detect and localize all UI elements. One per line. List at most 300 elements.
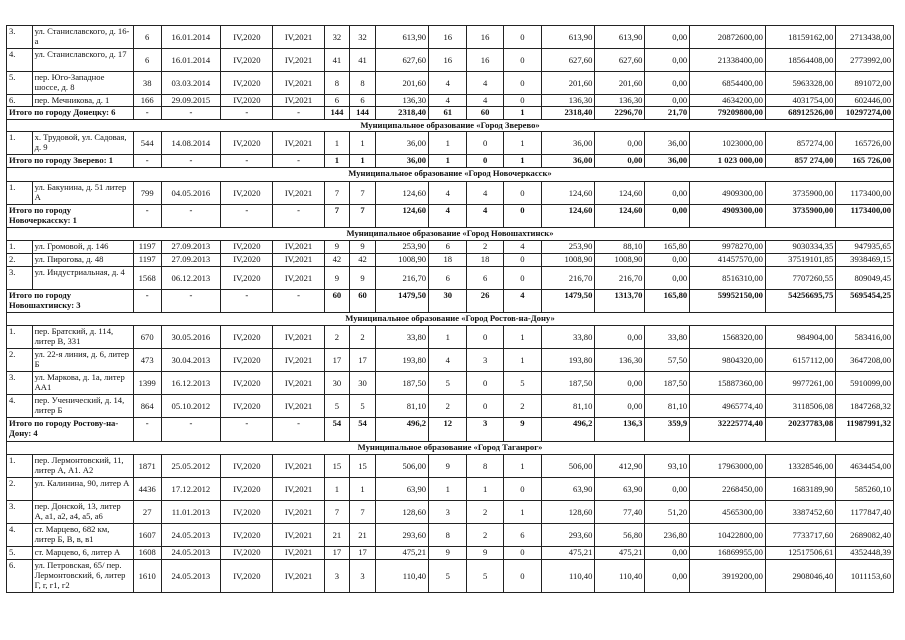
total-cell: 144 [350,107,376,120]
table-cell: 2689082,40 [836,524,894,547]
table-cell: 201,60 [375,72,428,95]
table-cell: 1 [503,501,541,524]
table-cell: 3938469,15 [836,254,894,267]
total-cell: 36,00 [375,155,428,168]
table-cell: IV,2020 [221,241,273,254]
table-cell: 5 [324,395,350,418]
table-cell: 4 [467,182,503,205]
table-row [7,372,894,395]
table-cell: 13328546,00 [765,455,835,478]
table-cell: 9 [429,455,467,478]
table-cell: 5 [467,560,503,593]
table-cell: 857274,00 [765,132,835,155]
table-cell: IV,2021 [273,26,324,49]
table-cell: 63,90 [542,478,595,501]
table-cell: 193,80 [542,349,595,372]
table-cell: 7 [350,182,376,205]
total-label: Итого по городу Новошахтинску: 3 [7,290,134,313]
table-cell: 613,90 [542,26,595,49]
row-number: 2. [7,254,33,267]
table-cell: 8 [467,455,503,478]
total-cell: - [133,418,161,442]
table-cell: 670 [133,326,161,349]
table-cell: 2713438,00 [836,26,894,49]
table-cell: 0 [503,547,541,560]
table-cell: 20872600,00 [690,26,766,49]
table-cell: IV,2020 [221,455,273,478]
total-cell: - [273,418,324,442]
table-cell: 613,90 [595,26,645,49]
total-cell: - [273,107,324,120]
table-row [7,241,894,254]
total-cell: 1479,50 [542,290,595,313]
table-cell: 0 [503,254,541,267]
table-cell: 2 [350,326,376,349]
table-cell: 6157112,00 [765,349,835,372]
total-cell: - [273,290,324,313]
total-label: Итого по городу Ростову-на-Дону: 4 [7,418,134,442]
table-cell: 1173400,00 [836,182,894,205]
table-cell: 6 [503,524,541,547]
table-cell: 1011153,60 [836,560,894,593]
total-cell: 68912526,00 [765,107,835,120]
total-cell: 7 [350,205,376,228]
table-cell: 4 [503,241,541,254]
total-cell: 1 [429,155,467,168]
table-cell: 15887360,00 [690,372,766,395]
table-cell: 16869955,00 [690,547,766,560]
total-cell: - [133,155,161,168]
table-cell: 5963328,00 [765,72,835,95]
table-cell: 42 [324,254,350,267]
table-cell: 2 [324,326,350,349]
table-cell: 1 [350,478,376,501]
address-cell: ул. Громовой, д. 146 [32,241,133,254]
table-cell: 2908046,40 [765,560,835,593]
table-cell: 1 [503,455,541,478]
table-row [7,267,894,290]
table-cell: 5 [429,372,467,395]
table-cell: 1 [429,478,467,501]
table-cell: 124,60 [595,182,645,205]
municipality-header-row [7,228,894,241]
table-cell: 6 [429,241,467,254]
total-cell: 60 [467,107,503,120]
table-cell: 06.12.2013 [161,267,221,290]
total-cell: 4 [429,205,467,228]
table-cell: 216,70 [542,267,595,290]
table-cell: 1610 [133,560,161,593]
table-cell: 4 [429,95,467,107]
total-cell: 60 [324,290,350,313]
total-cell: 79209800,00 [690,107,766,120]
table-cell: IV,2021 [273,478,324,501]
table-cell: 1568 [133,267,161,290]
table-cell: 0 [467,132,503,155]
table-cell: 187,50 [375,372,428,395]
table-cell: 0,00 [595,326,645,349]
table-cell: 0 [467,395,503,418]
table-cell: 41 [324,49,350,72]
table-cell: 33,80 [375,326,428,349]
table-cell: 4 [467,72,503,95]
table-cell: 4965774,40 [690,395,766,418]
table-cell: 4 [429,182,467,205]
table-cell: 201,60 [595,72,645,95]
address-cell: ул. Петровская, 65/ пер. Лермонтовский, 6, литер Г, г, г1, г2 [32,560,133,593]
table-cell: 18 [467,254,503,267]
table-cell: 2773992,00 [836,49,894,72]
table-cell: 2 [503,395,541,418]
table-cell: IV,2020 [221,267,273,290]
row-number: 3. [7,372,33,395]
table-cell: 1177847,40 [836,501,894,524]
table-cell: 57,50 [645,349,690,372]
table-cell: 1197 [133,241,161,254]
total-cell: 165,80 [645,290,690,313]
table-cell: 2 [467,501,503,524]
total-cell: 496,2 [542,418,595,442]
table-cell: 1008,90 [375,254,428,267]
table-row [7,26,894,49]
row-number: 4. [7,524,33,547]
table-cell: 0 [503,95,541,107]
table-row [7,49,894,72]
municipality-title: Муниципальное образование «Город Новошахтинск» [7,228,894,241]
table-cell: 506,00 [542,455,595,478]
row-number: 1. [7,182,33,205]
table-cell: 9 [350,267,376,290]
table-cell: 16.12.2013 [161,372,221,395]
total-label: Итого по городу Донецку: 6 [7,107,134,120]
table-cell: 136,30 [595,349,645,372]
table-cell: 17 [350,547,376,560]
address-cell: ул. Станиславского, д. 16-а [32,26,133,49]
table-cell: 1 [324,478,350,501]
table-cell: 27 [133,501,161,524]
total-cell: 7 [324,205,350,228]
municipality-title: Муниципальное образование «Город Таганрог» [7,442,894,455]
table-cell: 56,80 [595,524,645,547]
table-cell: 166 [133,95,161,107]
table-cell: 1 [350,132,376,155]
address-cell: ул. Калинина, 90, литер А [32,478,133,501]
table-cell: IV,2021 [273,547,324,560]
table-cell: 136,30 [542,95,595,107]
table-cell: 799 [133,182,161,205]
table-cell: IV,2020 [221,395,273,418]
table-cell: 4 [429,349,467,372]
total-cell: 857 274,00 [765,155,835,168]
table-row [7,72,894,95]
table-cell: 475,21 [595,547,645,560]
table-cell: 602446,00 [836,95,894,107]
table-cell: 0,00 [645,560,690,593]
table-cell: 16 [467,49,503,72]
table-cell: 583416,00 [836,326,894,349]
table-cell: 16 [467,26,503,49]
table-cell: 253,90 [542,241,595,254]
table-cell: 63,90 [595,478,645,501]
table-cell: 9804320,00 [690,349,766,372]
table-cell: IV,2020 [221,26,273,49]
table-cell: 33,80 [645,326,690,349]
table-cell: 585260,10 [836,478,894,501]
table-cell: 9 [324,241,350,254]
table-cell: 63,90 [375,478,428,501]
table-cell: 9 [324,267,350,290]
table-cell: 7707260,55 [765,267,835,290]
table-cell: 7 [324,501,350,524]
table-cell: 0 [467,326,503,349]
table-cell: 24.05.2013 [161,547,221,560]
table-cell: IV,2020 [221,72,273,95]
table-cell: 16 [429,49,467,72]
table-row [7,395,894,418]
table-cell: IV,2021 [273,182,324,205]
table-cell: IV,2021 [273,49,324,72]
table-cell: IV,2020 [221,326,273,349]
table-cell: IV,2020 [221,254,273,267]
table-cell: IV,2021 [273,455,324,478]
total-cell: 3 [467,418,503,442]
table-cell: IV,2020 [221,560,273,593]
total-cell: - [221,290,273,313]
table-cell: 124,60 [375,182,428,205]
table-cell: 88,10 [595,241,645,254]
table-cell: 0,00 [645,182,690,205]
table-cell: 1608 [133,547,161,560]
table-cell: 8516310,00 [690,267,766,290]
table-row [7,455,894,478]
total-cell: 1 [503,155,541,168]
table-cell: IV,2021 [273,132,324,155]
table-cell: 3735900,00 [765,182,835,205]
table-cell: 0,00 [645,72,690,95]
total-cell: - [221,205,273,228]
table-cell: 21338400,00 [690,49,766,72]
table-cell: 16.01.2014 [161,49,221,72]
total-cell: - [161,107,221,120]
row-number: 6. [7,560,33,593]
table-cell: 293,60 [375,524,428,547]
total-cell: 124,60 [375,205,428,228]
table-cell: 1871 [133,455,161,478]
table-cell: 6 [467,267,503,290]
table-cell: 0,00 [645,26,690,49]
table-cell: 864 [133,395,161,418]
table-cell: 4909300,00 [690,182,766,205]
table-row [7,524,894,547]
table-cell: 0,00 [645,267,690,290]
table-cell: 0 [503,72,541,95]
table-cell: 27.09.2013 [161,241,221,254]
table-row [7,254,894,267]
address-cell: ул. Станиславского, д. 17 [32,49,133,72]
table-cell: 36,00 [375,132,428,155]
table-cell: IV,2020 [221,49,273,72]
table-cell: 4634454,00 [836,455,894,478]
total-cell: 0 [503,205,541,228]
row-number: 5. [7,547,33,560]
table-cell: 3 [324,560,350,593]
table-cell: 1 [429,132,467,155]
table-cell: 473 [133,349,161,372]
table-cell: 4031754,00 [765,95,835,107]
table-cell: 8 [429,524,467,547]
table-cell: 613,90 [375,26,428,49]
row-number: 1. [7,241,33,254]
table-cell: 21 [324,524,350,547]
table-cell: 8 [350,72,376,95]
table-cell: 475,21 [375,547,428,560]
total-cell: - [161,205,221,228]
total-row [7,107,894,120]
table-cell: 37519101,85 [765,254,835,267]
table-cell: 7733717,60 [765,524,835,547]
total-cell: 0 [467,155,503,168]
table-cell: 187,50 [542,372,595,395]
table-cell: 1 [503,349,541,372]
table-cell: 4436 [133,478,161,501]
table-cell: 16.01.2014 [161,26,221,49]
total-label: Итого по городу Зверево: 1 [7,155,134,168]
municipality-header-row [7,168,894,182]
address-cell: пер. Лермонтовский, 11, литер А, А1. А2 [32,455,133,478]
table-cell: 0 [503,560,541,593]
table-cell: 36,00 [542,132,595,155]
address-cell: ул. Пирогова, д. 48 [32,254,133,267]
table-cell: 1 [429,326,467,349]
housing-program-table [6,25,894,593]
table-cell: 1 [503,326,541,349]
total-cell: 36,00 [542,155,595,168]
table-cell: IV,2021 [273,501,324,524]
table-cell: 9030334,35 [765,241,835,254]
table-cell: 809049,45 [836,267,894,290]
total-cell: 1479,50 [375,290,428,313]
row-number: 6. [7,95,33,107]
table-cell: 6 [133,49,161,72]
address-cell: пер. Братский, д. 114, литер В, 331 [32,326,133,349]
table-cell: 12517506,61 [765,547,835,560]
table-cell: 4 [467,95,503,107]
total-cell: 2318,40 [375,107,428,120]
table-cell: IV,2021 [273,95,324,107]
municipality-header-row [7,120,894,132]
total-cell: 5695454,25 [836,290,894,313]
total-label: Итого по городу Новочеркасску: 1 [7,205,134,228]
table-cell: 29.09.2015 [161,95,221,107]
table-cell: 3 [467,349,503,372]
table-cell: 0 [503,267,541,290]
table-cell: IV,2020 [221,501,273,524]
table-cell: 15 [350,455,376,478]
total-cell: 1 [324,155,350,168]
total-cell: 3735900,00 [765,205,835,228]
total-cell: - [133,290,161,313]
table-cell: 1847268,32 [836,395,894,418]
row-number: 2. [7,349,33,372]
table-cell: 0,00 [645,478,690,501]
table-cell: 544 [133,132,161,155]
total-cell: 136,3 [595,418,645,442]
table-cell: 1683189,90 [765,478,835,501]
table-cell: 0 [467,372,503,395]
table-row [7,132,894,155]
table-cell: 03.03.2014 [161,72,221,95]
table-cell: 33,80 [542,326,595,349]
table-cell: 17 [350,349,376,372]
table-cell: 24.05.2013 [161,524,221,547]
table-cell: 05.10.2012 [161,395,221,418]
total-cell: 144 [324,107,350,120]
table-cell: 81,10 [375,395,428,418]
row-number: 3. [7,267,33,290]
table-cell: IV,2021 [273,349,324,372]
table-row [7,501,894,524]
total-cell: 1 [503,107,541,120]
table-cell: 1607 [133,524,161,547]
table-cell: 193,80 [375,349,428,372]
table-cell: IV,2020 [221,547,273,560]
row-number: 1. [7,132,33,155]
table-row [7,560,894,593]
table-cell: 4 [429,72,467,95]
total-cell: - [273,205,324,228]
table-cell: 30.04.2013 [161,349,221,372]
table-cell: 1 [324,132,350,155]
table-cell: IV,2021 [273,326,324,349]
table-cell: 6854400,00 [690,72,766,95]
table-cell: 17963000,00 [690,455,766,478]
total-cell: 1 [350,155,376,168]
row-number: 3. [7,26,33,49]
table-cell: 1023000,00 [690,132,766,155]
total-cell: 36,00 [645,155,690,168]
table-cell: 7 [324,182,350,205]
table-cell: 04.05.2016 [161,182,221,205]
table-cell: 0 [503,26,541,49]
total-cell: 1313,70 [595,290,645,313]
table-cell: IV,2021 [273,560,324,593]
total-cell: 30 [429,290,467,313]
table-cell: 891072,00 [836,72,894,95]
total-cell: - [161,418,221,442]
table-cell: 984904,00 [765,326,835,349]
row-number: 4. [7,395,33,418]
row-number: 4. [7,49,33,72]
table-cell: 81,10 [542,395,595,418]
total-cell: 11987991,32 [836,418,894,442]
address-cell: х. Трудовой, ул. Садовая, д. 9 [32,132,133,155]
table-cell: 4634200,00 [690,95,766,107]
total-cell: 0,00 [645,205,690,228]
total-cell: 124,60 [595,205,645,228]
table-cell: 11.01.2013 [161,501,221,524]
table-cell: 475,21 [542,547,595,560]
table-cell: 1008,90 [542,254,595,267]
table-cell: IV,2020 [221,524,273,547]
table-cell: 165726,00 [836,132,894,155]
table-cell: 0,00 [595,132,645,155]
total-cell: 359,9 [645,418,690,442]
table-cell: 627,60 [375,49,428,72]
total-cell: 0,00 [595,155,645,168]
table-cell: IV,2021 [273,72,324,95]
table-cell: 506,00 [375,455,428,478]
table-cell: 32 [324,26,350,49]
